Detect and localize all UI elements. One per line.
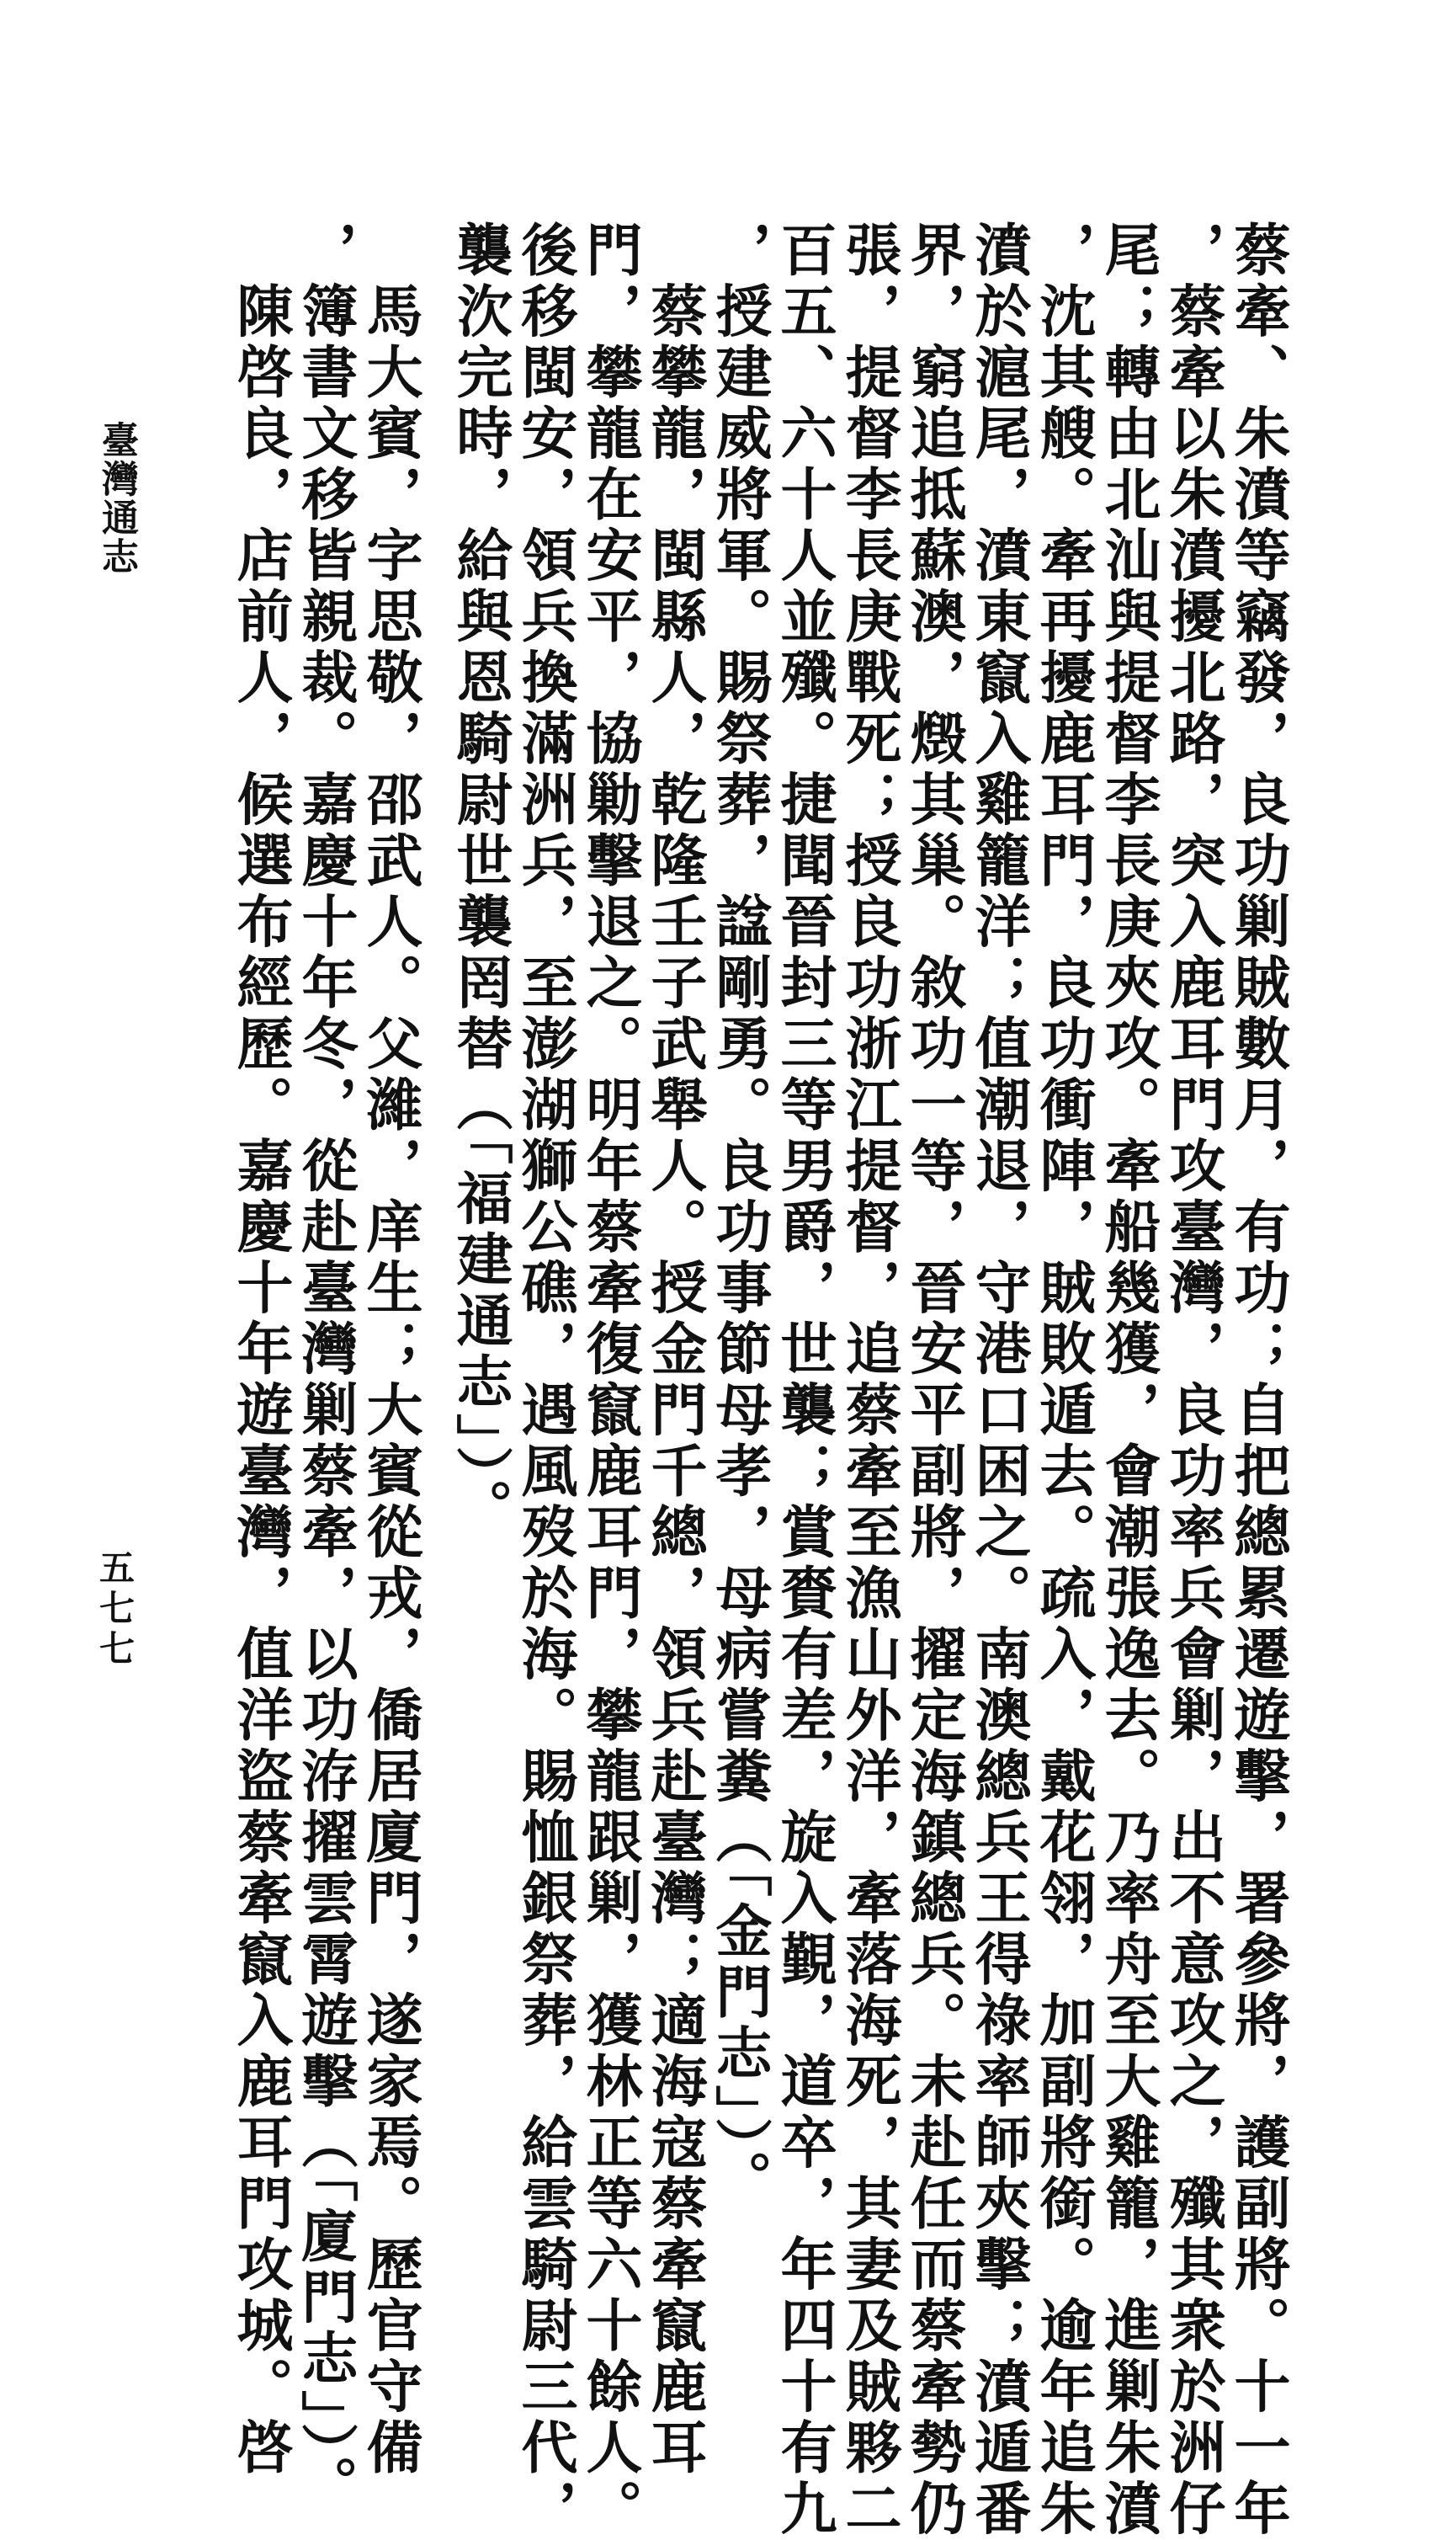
text-column: 濆於滬尾，濆東竄入雞籠洋；值潮退，守港口困之。南澳總兵王得祿率師夾擊；濆遁番 <box>966 221 1033 2540</box>
text-column: 尾；轉由北汕與提督李長庚夾攻。牽船幾獲，會潮張逸去。乃率舟至大雞籠，進剿朱濆 <box>1096 221 1162 2540</box>
text-column: ，沈其艘。牽再擾鹿耳門，良功衝陣，賊敗遁去。疏入，戴花翎，加副將銜。逾年追朱 <box>1031 221 1097 2540</box>
text-column: ，授建威將軍。賜祭葬，諡剛勇。良功事節母孝，母病嘗糞（「金門志」）。 <box>707 221 773 2212</box>
text-column: ，蔡牽以朱濆擾北路，突入鹿耳門攻臺灣，良功率兵會剿，出不意攻之，殲其衆於洲仔 <box>1161 221 1227 2540</box>
text-column: 後移閩安，領兵換滿洲兵，至澎湖獅公礁，遇風歿於海。賜恤銀祭葬，給雲騎尉三代， <box>513 221 579 2540</box>
text-column: 蔡牽、朱濆等竊發，良功剿賊數月，有功；自把總累遷遊擊，署參將，護副將。十一年 <box>1225 221 1292 2540</box>
text-column: 蔡攀龍，閩縣人，乾隆壬子武舉人。授金門千總，領兵赴臺灣；適海寇蔡牽竄鹿耳 <box>642 221 709 2479</box>
text-column: 張，提督李長庚戰死；授良功浙江提督，追蔡牽至漁山外洋，牽落海死，其妻及賊夥二 <box>837 221 903 2540</box>
running-header: 臺灣通志 <box>95 421 138 576</box>
page-number: 五七七 <box>94 1549 136 1670</box>
text-column: 馬大賓，字思敬，邵武人。父濰，庠生；大賓從戎，僑居廈門，遂家焉。歷官守備 <box>358 221 424 2479</box>
text-column: 陳啓良，店前人，候選布經歷。嘉慶十年遊臺灣，值洋盜蔡牽竄入鹿耳門攻城。啓 <box>228 221 295 2479</box>
text-column: 界，窮追抵蘇澳，燬其巢。敘功一等，晉安平副將，擢定海鎮總兵。未赴任而蔡牽勢仍 <box>901 221 968 2540</box>
text-column: 百五、六十人並殲。捷聞晉封三等男爵，世襲；賞賚有差，旋入覲，道卒，年四十有九 <box>772 221 838 2540</box>
text-column: 門，攀龍在安平，協勦擊退之。明年蔡牽復竄鹿耳門，攀龍跟剿，獲林正等六十餘人。 <box>577 221 644 2540</box>
text-column: ，簿書文移皆親裁。嘉慶十年冬，從赴臺灣剿蔡牽，以功洊擢雲霄遊擊（「廈門志」）。 <box>293 221 359 2516</box>
text-column: 襲㳄完時，給與恩騎尉世襲罔替（「福建通志」）。 <box>448 221 514 1540</box>
